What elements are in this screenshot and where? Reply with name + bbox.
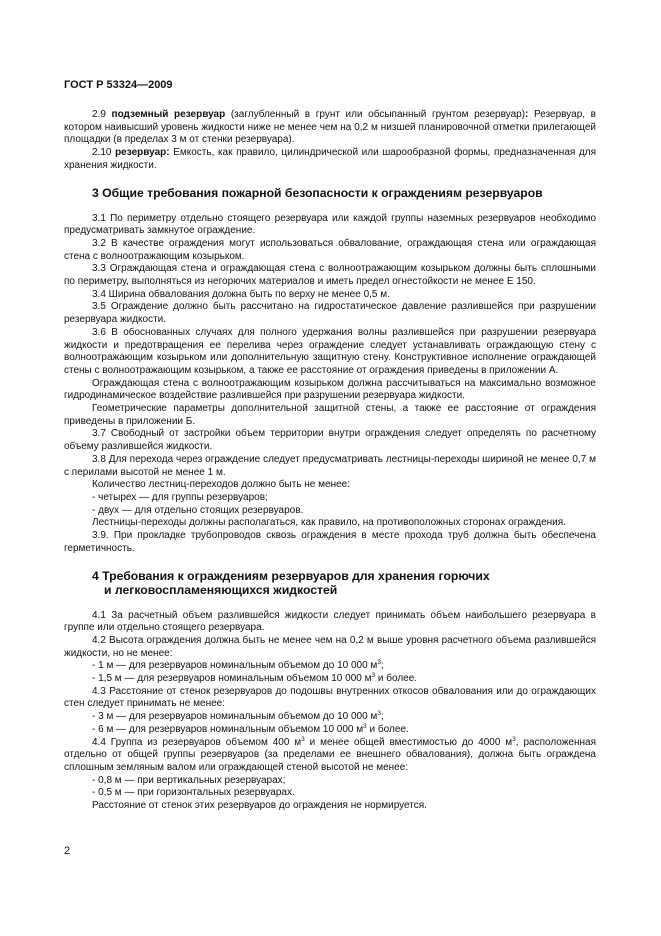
paragraph-3-8-placement: Лестницы-переходы должны располагаться, как правило, на противоположных сторонах ограждения. (92, 517, 566, 529)
term: подземный резервуар (111, 109, 226, 120)
definition-2-9: 2.9 подземный резервуар (заглубленный в грунт или обсыпанный грунтом резервуар): Резервуар, в котором наивысший уровень жидкости ниже не менее чем на 0,2 м низшей планировочной отметки прилегающей площадки (в пределах 3 м от стенки резервуара). (64, 109, 596, 146)
paragraph-3-3: 3.3 Ограждающая стена и ограждающая стена с волноотражающим козырьком должны быть сплошными по периметру, выполняться из негорючих материалов и иметь предел огнестойкости не менее Е 150. (64, 263, 596, 288)
list-item: - 1 м — для резервуаров номинальным объемом до 10 000 $м^3$; (92, 659, 384, 672)
list-item: - 0,8 м — при вертикальных резервуарах; (92, 774, 286, 786)
paragraph-3-9: 3.9. При прокладке трубопроводов сквозь ограждения в месте прохода труб должна быть обеспечена герметичность. (64, 530, 596, 554)
paragraph-3-1: 3.1 По периметру отдельно стоящего резервуара или каждой группы наземных резервуаров необходимо предусматривать замкнутое ограждение. (64, 212, 596, 237)
list-item: - 3 м — для резервуаров номинальным объемом до 10 000 $м^3$; (92, 710, 384, 723)
paragraph-3-8-count: Количество лестниц-переходов должно быть не менее: (92, 479, 350, 491)
paragraph-4-2: 4.2 Высота ограждения должна быть не менее чем на 0,2 м выше уровня расчетного объема разлившейся жидкости, но не менее: (64, 634, 596, 659)
paragraph-3-6-note-a: Ограждающая стена с волноотражающим козырьком должна рассчитываться на максимально возможное гидродинамическое воздействие разлившейся при разрушении резервуара жидкости. (64, 377, 596, 402)
paragraph-4-1: 4.1 За расчетный объем разлившейся жидкости следует принимать объем наибольшего резервуара в группе или отдельно стоящего резервуара. (64, 609, 596, 634)
list-item: - двух — для отдельно стоящих резервуаров. (92, 504, 304, 516)
document-body (64, 109, 596, 813)
paragraph-4-3: 4.3 Расстояние от стенок резервуаров до подошвы внутренних откосов обвалования или до ограждающих стен следует принимать не менее: (64, 685, 596, 710)
list-item: - 6 м — для резервуаров номинальным объемом 10 000 $м^3$ и более. (92, 722, 409, 735)
page-number: 2 (64, 845, 71, 857)
document-header: ГОСТ Р 53324—2009 (64, 79, 173, 91)
paragraph-4-4: 4.4 Группа из резервуаров объемом 400 $м^3$ и менее общей вместимостью до 4000 $м^3$, расположенная отдельно от общей группы резервуаров (за пределами ее внешнего обвалования), должна быть ограждена сплошным земляным валом или ограждающей стеной высотой не менее: (64, 735, 596, 773)
list-item: - 1,5 м — для резервуаров номинальным объемом 10 000 $м^3$ и более. (92, 672, 418, 685)
paragraph-3-5: 3.5 Ограждение должно быть рассчитано на гидростатическое давление разлившейся при разрушении резервуара жидкости. (64, 301, 596, 326)
list-item: - четырех — для группы резервуаров; (92, 491, 268, 503)
definition-2-10: 2.10 резервуар: Емкость, как правило, цилиндрической или шарообразной формы, предназначенная для хранения жидкости. (64, 147, 596, 171)
paragraph-4-4-note: Расстояние от стенок этих резервуаров до ограждения не нормируется. (92, 800, 427, 812)
section-4-heading: 4 Требования к ограждениям резервуаров для хранения горючих и легковоспламеняющихся жидкостей (92, 568, 490, 597)
paragraph-3-2: 3.2 В качестве ограждения могут использоваться обвалование, ограждающая стена или ограждающая стена с волноотражающим козырьком. (64, 237, 596, 262)
term: резервуар: (115, 147, 170, 159)
paragraph-3-7: 3.7 Свободный от застройки объем территории внутри ограждения следует определять по расчетному объему разлившейся жидкости. (64, 428, 596, 453)
paragraph-3-4: 3.4 Ширина обвалования должна быть по верху не менее 0,5 м. (92, 288, 390, 300)
paragraph-3-8: 3.8 Для перехода через ограждение следует предусматривать лестницы-переходы шириной не менее 0,7 м с перилами высотой не менее 1 м. (64, 453, 596, 478)
paragraph-3-6: 3.6 В обоснованных случаях для полного удержания волны разлившейся при разрушении резервуара жидкости и предотвращения ее перелива через ограждение следует устанавливать ограждающую стену с волноотражающим козырьком или дополнительную защитную стену. Конструктивное исполнение ограждающей стены с волноотражающим козырьком, а также ее расстояние от ограждения приведены в приложении А. (64, 326, 596, 376)
list-item: - 0,5 м — при горизонтальных резервуарах. (92, 787, 295, 799)
paragraph-3-6-note-b: Геометрические параметры дополнительной защитной стены, а также ее расстояние от ограждения приведены в приложении Б. (64, 403, 596, 427)
section-3-heading: 3 Общие требования пожарной безопасности к ограждениям резервуаров (92, 185, 543, 200)
